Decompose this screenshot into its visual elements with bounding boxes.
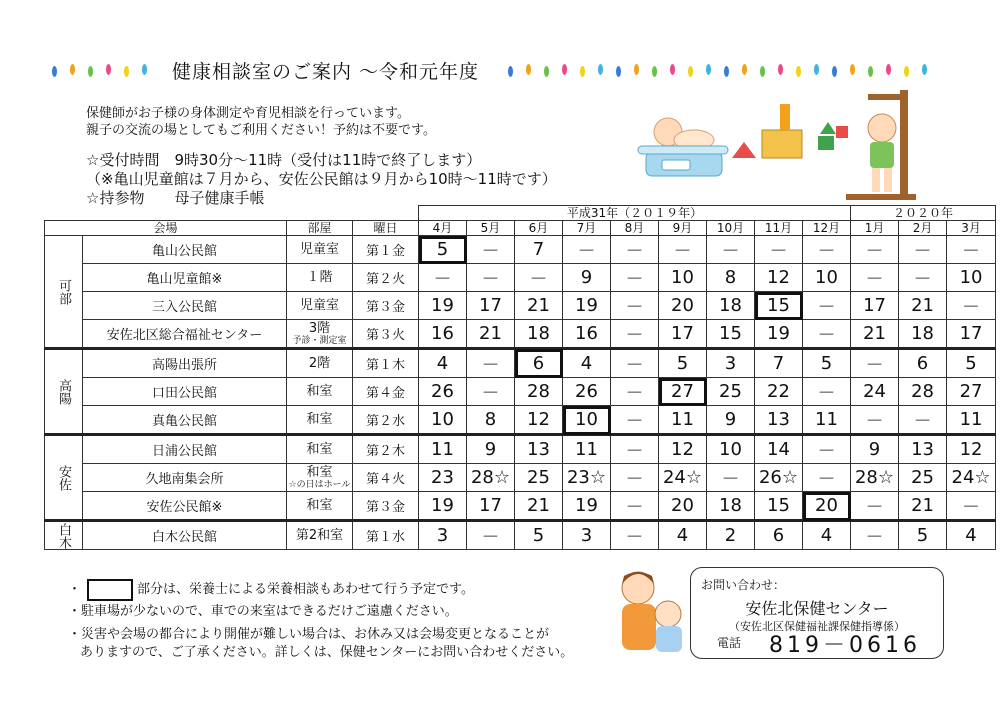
contact-label: お問い合わせ： (701, 578, 786, 592)
weekday-cell: 第１木 (353, 349, 419, 378)
date-cell: 11 (947, 406, 996, 435)
venue-name: 日浦公民館 (83, 435, 287, 464)
date-cell: － (467, 349, 515, 378)
date-cell: － (467, 264, 515, 292)
floor-cell (287, 464, 353, 492)
month-header: 12月 (803, 221, 851, 236)
day-column-header: 曜日 (353, 221, 419, 236)
date-cell: － (803, 320, 851, 349)
intro-line-2: 親子の交流の場としてもご利用ください！予約は不要です。 (86, 123, 436, 138)
date-cell: 12 (659, 435, 707, 464)
date-cell: 21 (899, 292, 947, 320)
floor-cell (287, 349, 353, 378)
area-label: 白木 (45, 521, 83, 550)
date-cell: 21 (515, 492, 563, 521)
mother-baby-illustration (612, 566, 692, 662)
date-cell: － (803, 236, 851, 264)
date-cell: － (947, 492, 996, 521)
date-cell: 17 (467, 292, 515, 320)
date-cell: － (611, 236, 659, 264)
dot-decoration (904, 66, 909, 77)
date-cell: 26 (419, 378, 467, 406)
date-cell: 27 (947, 378, 996, 406)
dot-decoration (652, 66, 657, 77)
date-cell: 12 (755, 264, 803, 292)
hours-line-1: ☆受付時間 9時30分～11時（受付は11時で終了します） (86, 151, 482, 169)
date-cell: 10 (419, 406, 467, 435)
date-cell: － (419, 264, 467, 292)
date-cell: 21 (515, 292, 563, 320)
month-header: 6月 (515, 221, 563, 236)
venue-name: 安佐公民館※ (83, 492, 287, 521)
dot-decoration (598, 64, 603, 75)
hours-line-2: （※亀山児童館は７月から、安佐公民館は９月から10時～11時です） (86, 170, 557, 188)
date-cell: 10 (659, 264, 707, 292)
date-cell: 17 (467, 492, 515, 521)
table-row (45, 464, 996, 492)
date-cell: － (851, 349, 899, 378)
date-cell: 3 (419, 521, 467, 550)
date-cell: 14 (755, 435, 803, 464)
date-cell: － (803, 464, 851, 492)
schedule-table (44, 205, 996, 550)
hours-line-3: ☆持参物 母子健康手帳 (86, 189, 265, 207)
date-cell: 5 (803, 349, 851, 378)
date-cell: 3 (707, 349, 755, 378)
date-cell: － (803, 378, 851, 406)
date-cell: － (947, 292, 996, 320)
date-cell: 18 (899, 320, 947, 349)
date-cell: 16 (419, 320, 467, 349)
weekday-cell: 第２木 (353, 435, 419, 464)
dot-decoration (832, 66, 837, 77)
date-cell: － (611, 349, 659, 378)
contact-org: 安佐北保健センター (745, 599, 889, 618)
area-label: 可部 (45, 236, 83, 349)
dot-decoration (796, 66, 801, 77)
dot-decoration (742, 64, 747, 75)
floor-note: 予診・測定室 (292, 335, 347, 346)
dot-decoration (52, 66, 57, 77)
date-cell: 27 (659, 378, 707, 406)
date-cell: 5 (899, 521, 947, 550)
floor-name: 和室 (306, 497, 333, 513)
date-cell: － (611, 320, 659, 349)
date-cell: 28 (899, 378, 947, 406)
toy-blocks-icon (732, 104, 848, 158)
note-3 (68, 623, 549, 642)
date-cell: 24☆ (947, 464, 996, 492)
table-row (45, 492, 996, 521)
date-cell: 22 (755, 378, 803, 406)
date-cell: 20 (659, 492, 707, 521)
date-cell: 24☆ (659, 464, 707, 492)
date-cell: 5 (419, 236, 467, 264)
date-cell: 6 (899, 349, 947, 378)
date-cell: 18 (515, 320, 563, 349)
contact-tel-label: 電話 (717, 636, 742, 650)
weekday-cell: 第１水 (353, 521, 419, 550)
highlight-sample-box (87, 579, 133, 601)
date-cell: 25 (515, 464, 563, 492)
dot-decoration (760, 66, 765, 77)
date-cell: 11 (419, 435, 467, 464)
date-cell: － (467, 236, 515, 264)
date-cell: 26☆ (755, 464, 803, 492)
date-cell: 28☆ (851, 464, 899, 492)
venue-name: 安佐北区総合福祉センター (83, 320, 287, 349)
date-cell: 9 (563, 264, 611, 292)
date-cell: 4 (803, 521, 851, 550)
weekday-cell: 第４火 (353, 464, 419, 492)
dot-decoration (526, 64, 531, 75)
floor-name: 児童室 (299, 241, 339, 257)
floor-name: 児童室 (299, 297, 339, 313)
table-row (45, 349, 996, 378)
date-cell: － (899, 406, 947, 435)
date-cell: 17 (851, 292, 899, 320)
date-cell: 3 (563, 521, 611, 550)
month-header: 8月 (611, 221, 659, 236)
date-cell: 5 (947, 349, 996, 378)
date-cell: － (851, 492, 899, 521)
floor-name: 和室 (306, 411, 333, 427)
date-cell: 5 (515, 521, 563, 550)
date-cell: 28☆ (467, 464, 515, 492)
header-spacer (45, 206, 419, 221)
table-row (45, 236, 996, 264)
dot-decoration (124, 66, 129, 77)
floor-name: 第2和室 (295, 527, 344, 543)
date-cell: － (563, 236, 611, 264)
date-cell: 26 (563, 378, 611, 406)
date-cell: 18 (707, 292, 755, 320)
date-cell: － (659, 236, 707, 264)
note-2-text: 駐車場が少ないので、車での来室はできるだけご遠慮ください。 (81, 604, 458, 619)
page-title: 健康相談室のご案内 ～令和元年度 (172, 61, 480, 83)
dot-decoration (88, 66, 93, 77)
date-cell: 20 (803, 492, 851, 521)
date-cell: 9 (851, 435, 899, 464)
date-cell: 15 (755, 292, 803, 320)
dot-decoration (634, 64, 639, 75)
date-cell: － (611, 406, 659, 435)
floor-cell (287, 264, 353, 292)
venue-name: 真亀公民館 (83, 406, 287, 435)
bullet: ・ (68, 604, 82, 619)
weekday-cell: 第３金 (353, 492, 419, 521)
venue-name: 亀山児童館※ (83, 264, 287, 292)
floor-cell (287, 292, 353, 320)
contact-box (690, 567, 944, 659)
date-cell: － (611, 521, 659, 550)
weekday-cell: 第１金 (353, 236, 419, 264)
note-2 (68, 600, 458, 619)
month-header: 11月 (755, 221, 803, 236)
date-cell: 24 (851, 378, 899, 406)
month-header: 4月 (419, 221, 467, 236)
venue-name: 白木公民館 (83, 521, 287, 550)
date-cell: － (467, 521, 515, 550)
floor-cell (287, 406, 353, 435)
date-cell: － (851, 521, 899, 550)
date-cell: 11 (803, 406, 851, 435)
dot-decoration (778, 64, 783, 75)
date-cell: － (611, 464, 659, 492)
date-cell: 17 (947, 320, 996, 349)
dot-decoration (106, 64, 111, 75)
dot-decoration (670, 64, 675, 75)
dot-decoration (508, 66, 513, 77)
table-row (45, 264, 996, 292)
floor-column-header: 部屋 (287, 221, 353, 236)
dot-decoration (70, 64, 75, 75)
dot-decoration (142, 64, 147, 75)
dots-right-decoration (508, 63, 948, 77)
date-cell: 12 (947, 435, 996, 464)
date-cell: 16 (563, 320, 611, 349)
date-cell: 13 (755, 406, 803, 435)
date-cell: 7 (515, 236, 563, 264)
floor-cell (287, 521, 353, 550)
date-cell: 18 (707, 492, 755, 521)
date-cell: 19 (755, 320, 803, 349)
date-cell: 21 (899, 492, 947, 521)
floor-name: 和室 (306, 464, 333, 480)
date-cell: 25 (707, 378, 755, 406)
venue-name: 亀山公民館 (83, 236, 287, 264)
dot-decoration (868, 66, 873, 77)
dot-decoration (814, 64, 819, 75)
contact-dept: （安佐北区保健福祉課保健指導係） (729, 620, 905, 633)
dot-decoration (616, 66, 621, 77)
date-cell: 5 (659, 349, 707, 378)
date-cell: 28 (515, 378, 563, 406)
floor-note: ☆の日はホール (288, 479, 351, 490)
floor-cell (287, 492, 353, 521)
table-row (45, 521, 996, 550)
date-cell: 10 (947, 264, 996, 292)
note-1 (68, 578, 474, 601)
date-cell: 15 (707, 320, 755, 349)
date-cell: 4 (947, 521, 996, 550)
date-cell: 2 (707, 521, 755, 550)
area-label: 安佐 (45, 435, 83, 521)
floor-name: 和室 (306, 383, 333, 399)
date-cell: － (611, 264, 659, 292)
weekday-cell: 第４金 (353, 378, 419, 406)
month-header: 1月 (851, 221, 899, 236)
dot-decoration (544, 66, 549, 77)
date-cell: 19 (419, 492, 467, 521)
area-label: 高陽 (45, 349, 83, 435)
date-cell: 8 (707, 264, 755, 292)
date-cell: 8 (467, 406, 515, 435)
note-1-text: 部分は、栄養士による栄養相談もあわせて行う予定です。 (137, 582, 474, 597)
weekday-cell: 第２水 (353, 406, 419, 435)
date-cell: 4 (659, 521, 707, 550)
table-row (45, 292, 996, 320)
floor-cell (287, 236, 353, 264)
date-cell: － (515, 264, 563, 292)
date-cell: 20 (659, 292, 707, 320)
date-cell: 19 (419, 292, 467, 320)
year-2019-header: 平成31年（２０１９年） (419, 206, 851, 221)
date-cell: － (851, 406, 899, 435)
baby-scale-illustration (632, 90, 932, 202)
date-cell: 11 (659, 406, 707, 435)
date-cell: － (611, 378, 659, 406)
date-cell: － (755, 236, 803, 264)
weekday-cell: 第３金 (353, 292, 419, 320)
date-cell: － (611, 292, 659, 320)
venue-name: 久地南集会所 (83, 464, 287, 492)
dot-decoration (706, 64, 711, 75)
intro-line-1: 保健師がお子様の身体測定や育児相談を行っています。 (86, 106, 410, 121)
dot-decoration (922, 64, 927, 75)
date-cell: － (947, 236, 996, 264)
date-cell: － (803, 292, 851, 320)
note-3-text-a: 災害や会場の都合により開催が難しい場合は、お休み又は会場変更となることが (81, 627, 550, 642)
floor-cell (287, 378, 353, 406)
dot-decoration (886, 64, 891, 75)
date-cell: 13 (899, 435, 947, 464)
venue-name: 口田公民館 (83, 378, 287, 406)
date-cell: 10 (563, 406, 611, 435)
weekday-cell: 第２火 (353, 264, 419, 292)
year-2020-header: ２０２０年 (851, 206, 996, 221)
venue-name: 高陽出張所 (83, 349, 287, 378)
bullet: ・ (68, 627, 82, 642)
date-cell: 4 (563, 349, 611, 378)
note-3-continued: ありますので、ご了承ください。詳しくは、保健センターにお問い合わせください。 (80, 645, 574, 660)
date-cell: － (899, 264, 947, 292)
date-cell: 23☆ (563, 464, 611, 492)
table-row (45, 320, 996, 349)
month-header: 5月 (467, 221, 515, 236)
date-cell: 10 (707, 435, 755, 464)
floor-cell (287, 435, 353, 464)
date-cell: 19 (563, 492, 611, 521)
date-cell: 13 (515, 435, 563, 464)
dot-decoration (688, 66, 693, 77)
dot-decoration (562, 64, 567, 75)
date-cell: － (707, 236, 755, 264)
date-cell: 4 (419, 349, 467, 378)
table-row (45, 378, 996, 406)
date-cell: 17 (659, 320, 707, 349)
dots-left-decoration (52, 63, 162, 77)
month-header: 3月 (947, 221, 996, 236)
dot-decoration (850, 64, 855, 75)
height-chart-child-icon (846, 90, 916, 200)
baby-scale-icon (638, 118, 728, 176)
floor-name: １階 (306, 269, 333, 285)
date-cell: 6 (515, 349, 563, 378)
date-cell: 15 (755, 492, 803, 521)
date-cell: 11 (563, 435, 611, 464)
table-row (45, 406, 996, 435)
date-cell: － (803, 435, 851, 464)
venue-name: 三入公民館 (83, 292, 287, 320)
date-cell: 19 (563, 292, 611, 320)
date-cell: 7 (755, 349, 803, 378)
date-cell: － (899, 236, 947, 264)
venue-column-header: 会場 (45, 221, 287, 236)
date-cell: 25 (899, 464, 947, 492)
bullet: ・ (68, 582, 82, 597)
date-cell: 21 (851, 320, 899, 349)
month-header: 2月 (899, 221, 947, 236)
date-cell: － (851, 264, 899, 292)
date-cell: － (467, 378, 515, 406)
date-cell: － (851, 236, 899, 264)
date-cell: － (611, 492, 659, 521)
dot-decoration (580, 66, 585, 77)
date-cell: 6 (755, 521, 803, 550)
date-cell: 12 (515, 406, 563, 435)
floor-cell (287, 320, 353, 349)
date-cell: 23 (419, 464, 467, 492)
month-header: 7月 (563, 221, 611, 236)
dot-decoration (724, 66, 729, 77)
table-row (45, 435, 996, 464)
contact-tel-number: 819－0616 (769, 633, 921, 658)
floor-name: 2階 (308, 355, 331, 371)
floor-name: 和室 (306, 441, 333, 457)
date-cell: － (707, 464, 755, 492)
floor-name: 3階 (308, 320, 331, 336)
month-header: 9月 (659, 221, 707, 236)
date-cell: 9 (707, 406, 755, 435)
date-cell: － (611, 435, 659, 464)
date-cell: 21 (467, 320, 515, 349)
date-cell: 10 (803, 264, 851, 292)
month-header: 10月 (707, 221, 755, 236)
weekday-cell: 第３火 (353, 320, 419, 349)
date-cell: 9 (467, 435, 515, 464)
